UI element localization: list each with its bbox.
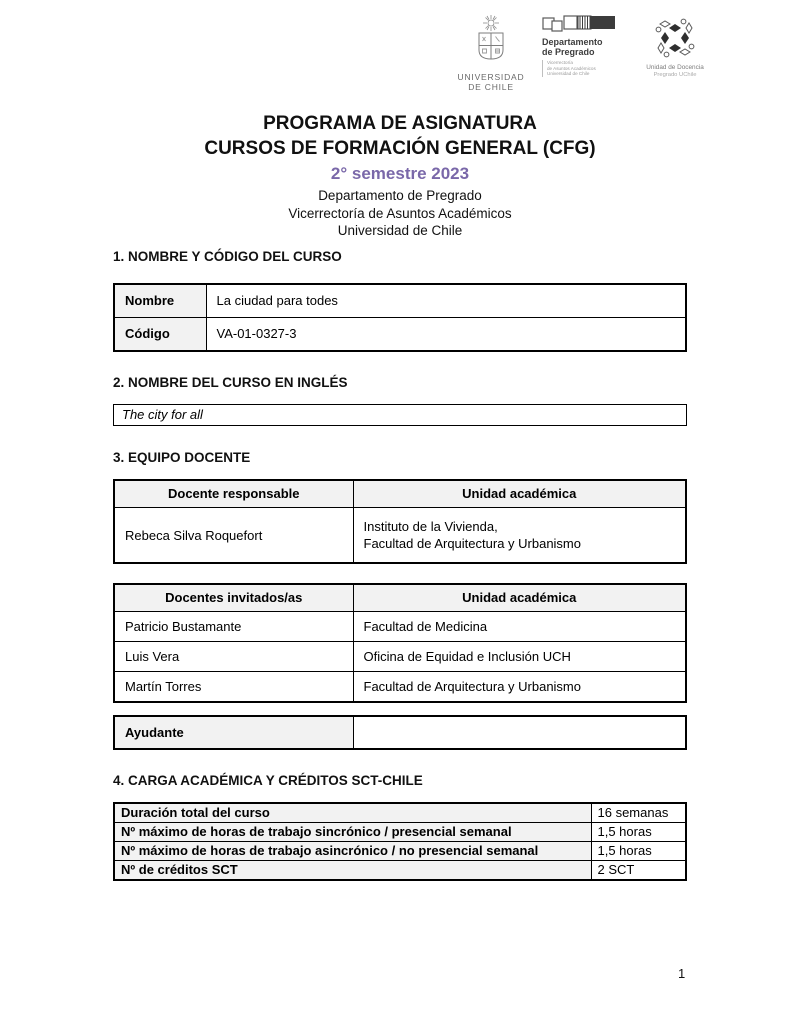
unit-line2: Facultad de Arquitectura y Urbanismo	[363, 536, 581, 551]
table-row	[114, 318, 686, 352]
course-code-value: VA-01-0327-3	[206, 318, 686, 352]
responsible-teacher-table	[113, 479, 687, 564]
assistant-label: Ayudante	[114, 716, 353, 749]
semester-label: 2° semestre 2023	[330, 164, 470, 183]
uchile-logo-text-line1: UNIVERSIDAD	[457, 72, 525, 82]
pregrado-logo-sub-line3: Universidad de Chile	[547, 71, 590, 77]
docencia-logo	[634, 14, 716, 79]
section4-heading: 4. CARGA ACADÉMICA Y CRÉDITOS SCT-CHILE	[113, 773, 423, 788]
course-duration-label: Duración total del curso	[114, 803, 591, 823]
invited-teacher-name: Patricio Bustamante	[114, 612, 353, 642]
subtitle-department: Departamento de Pregrado	[318, 188, 482, 203]
table-row	[114, 861, 686, 881]
sync-hours-label: Nº máximo de horas de trabajo sincrónico / presencial semanal	[114, 823, 591, 842]
table-header-row	[114, 584, 686, 612]
docencia-logo-text-line2: Pregrado UChile	[653, 71, 697, 78]
academic-unit-column-header: Unidad académica	[353, 480, 686, 508]
pregrado-logo-sub-line2: de Asuntos Académicos	[547, 65, 596, 71]
document-content	[113, 248, 687, 881]
pregrado-squares-icon	[542, 14, 616, 34]
invited-teacher-name: Martín Torres	[114, 672, 353, 703]
sct-credits-value: 2 SCT	[591, 861, 686, 881]
page-title-line1: PROGRAMA DE ASIGNATURA	[263, 113, 537, 134]
pregrado-logo-sub-line1: Vicerrectoría	[547, 60, 573, 65]
pregrado-logo-title-line2: de Pregrado	[542, 47, 595, 57]
sct-credits-label: Nº de créditos SCT	[114, 861, 591, 881]
course-code-label: Código	[114, 318, 206, 352]
invited-teachers-column-header: Docentes invitados/as	[114, 584, 353, 612]
section1-heading: 1. NOMBRE Y CÓDIGO DEL CURSO	[113, 249, 342, 264]
invited-teacher-unit: Facultad de Medicina	[353, 612, 686, 642]
table-row	[114, 823, 686, 842]
section2-heading: 2. NOMBRE DEL CURSO EN INGLÉS	[113, 375, 348, 390]
invited-teacher-name: Luis Vera	[114, 642, 353, 672]
course-duration-value: 16 semanas	[591, 803, 686, 823]
table-row	[114, 716, 686, 749]
sync-hours-value: 1,5 horas	[591, 823, 686, 842]
table-row	[114, 672, 686, 703]
unit-line1: Instituto de la Vivienda,	[363, 519, 498, 534]
english-name-box: The city for all	[113, 404, 687, 426]
table-header-row	[114, 480, 686, 508]
table-row	[114, 642, 686, 672]
title-block	[0, 111, 800, 240]
docencia-pinwheel-icon	[651, 14, 699, 62]
subtitle-university: Universidad de Chile	[337, 223, 463, 238]
responsible-teacher-column-header: Docente responsable	[114, 480, 353, 508]
async-hours-label: Nº máximo de horas de trabajo asincrónico / no presencial semanal	[114, 842, 591, 861]
section3-heading: 3. EQUIPO DOCENTE	[113, 450, 251, 465]
table-row	[114, 803, 686, 823]
uchile-logo-text-line2: DE CHILE	[468, 82, 514, 92]
table-row	[114, 508, 686, 564]
docencia-logo-text-line1: Unidad de Docencia	[646, 64, 704, 71]
assistant-table	[113, 715, 687, 750]
table-row	[114, 842, 686, 861]
invited-teacher-unit: Facultad de Arquitectura y Urbanismo	[353, 672, 686, 703]
academic-unit-column-header: Unidad académica	[353, 584, 686, 612]
async-hours-value: 1,5 horas	[591, 842, 686, 861]
uchile-crest-icon	[468, 14, 514, 70]
page-title-line2: CURSOS DE FORMACIÓN GENERAL (CFG)	[204, 138, 596, 159]
pregrado-logo	[542, 14, 622, 77]
page-number: 1	[678, 966, 686, 981]
invited-teacher-unit: Oficina de Equidad e Inclusión UCH	[353, 642, 686, 672]
course-name-code-table	[113, 283, 687, 352]
assistant-value	[353, 716, 686, 749]
responsible-teacher-unit	[353, 508, 686, 564]
responsible-teacher-name: Rebeca Silva Roquefort	[114, 508, 353, 564]
subtitle-vicerrectoria: Vicerrectoría de Asuntos Académicos	[288, 205, 512, 221]
invited-teachers-table	[113, 583, 687, 703]
table-row	[114, 284, 686, 318]
table-row	[114, 612, 686, 642]
course-name-label: Nombre	[114, 284, 206, 318]
course-name-value: La ciudad para todes	[206, 284, 686, 318]
pregrado-logo-title-line1: Departamento	[542, 37, 603, 47]
academic-load-table	[113, 802, 687, 881]
logo-row	[452, 14, 716, 92]
uchile-logo	[452, 14, 530, 92]
